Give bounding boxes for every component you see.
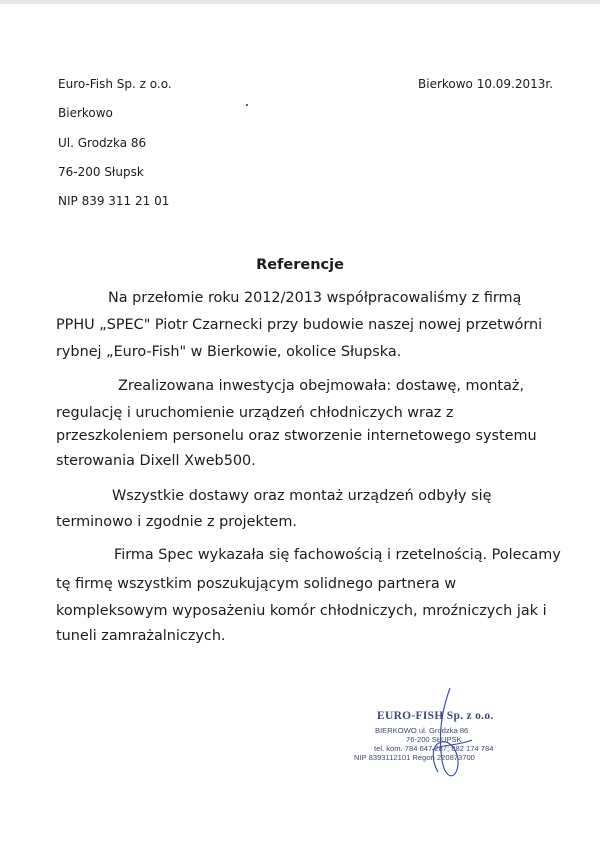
stamp-company-name: EURO-FISH Sp. z o.o. (377, 710, 494, 722)
sender-town: Bierkowo (58, 106, 113, 120)
text-line: tuneli zamrażalniczych. (56, 628, 226, 644)
sender-street: Ul. Grodzka 86 (58, 136, 147, 150)
text-line: regulację i uruchomienie urządzeń chłodniczych wraz z (56, 405, 454, 421)
text-line: Wszystkie dostawy oraz montaż urządzeń odbyły się (112, 488, 492, 504)
text-line: tę firmę wszystkim poszukującym solidnego partnera w (56, 576, 457, 592)
scan-speck (246, 104, 248, 106)
date-line: Bierkowo 10.09.2013r. (418, 77, 554, 91)
text-line: Firma Spec wykazała się fachowością i rzetelnością. Polecamy (114, 547, 561, 563)
text-line: rybnej „Euro-Fish" w Bierkowie, okolice Słupska. (56, 344, 402, 360)
text-line: Zrealizowana inwestycja obejmowała: dostawę, montaż, (118, 378, 525, 394)
text-line: przeszkoleniem personelu oraz stworzenie internetowego systemu (56, 428, 537, 444)
text-line: terminowo i zgodnie z projektem. (56, 514, 297, 530)
stamp-phone: tel. kom. 784 647 287; 882 174 784 (374, 744, 494, 753)
text-line: kompleksowym wyposażeniu komór chłodniczych, mroźniczych jak i (56, 603, 547, 619)
text-line: PPHU „SPEC" Piotr Czarnecki przy budowie naszej nowej przetwórni (56, 317, 543, 333)
stamp-city: 76-200 SŁUPSK (406, 735, 462, 744)
text-line: Na przełomie roku 2012/2013 współpracowaliśmy z firmą (108, 290, 522, 306)
company-stamp (354, 710, 542, 770)
sender-postal: 76-200 Słupsk (58, 165, 144, 179)
sender-nip: NIP 839 311 21 01 (58, 194, 170, 208)
stamp-ids: NIP 8393112101 Regon 220873700 (354, 753, 475, 762)
text-line: sterowania Dixell Xweb500. (56, 453, 256, 469)
scan-edge (0, 0, 600, 4)
document-title: Referencje (256, 257, 344, 273)
sender-company: Euro-Fish Sp. z o.o. (58, 77, 172, 91)
stamp-address: BIERKOWO ul. Grodzka 86 (375, 726, 469, 735)
